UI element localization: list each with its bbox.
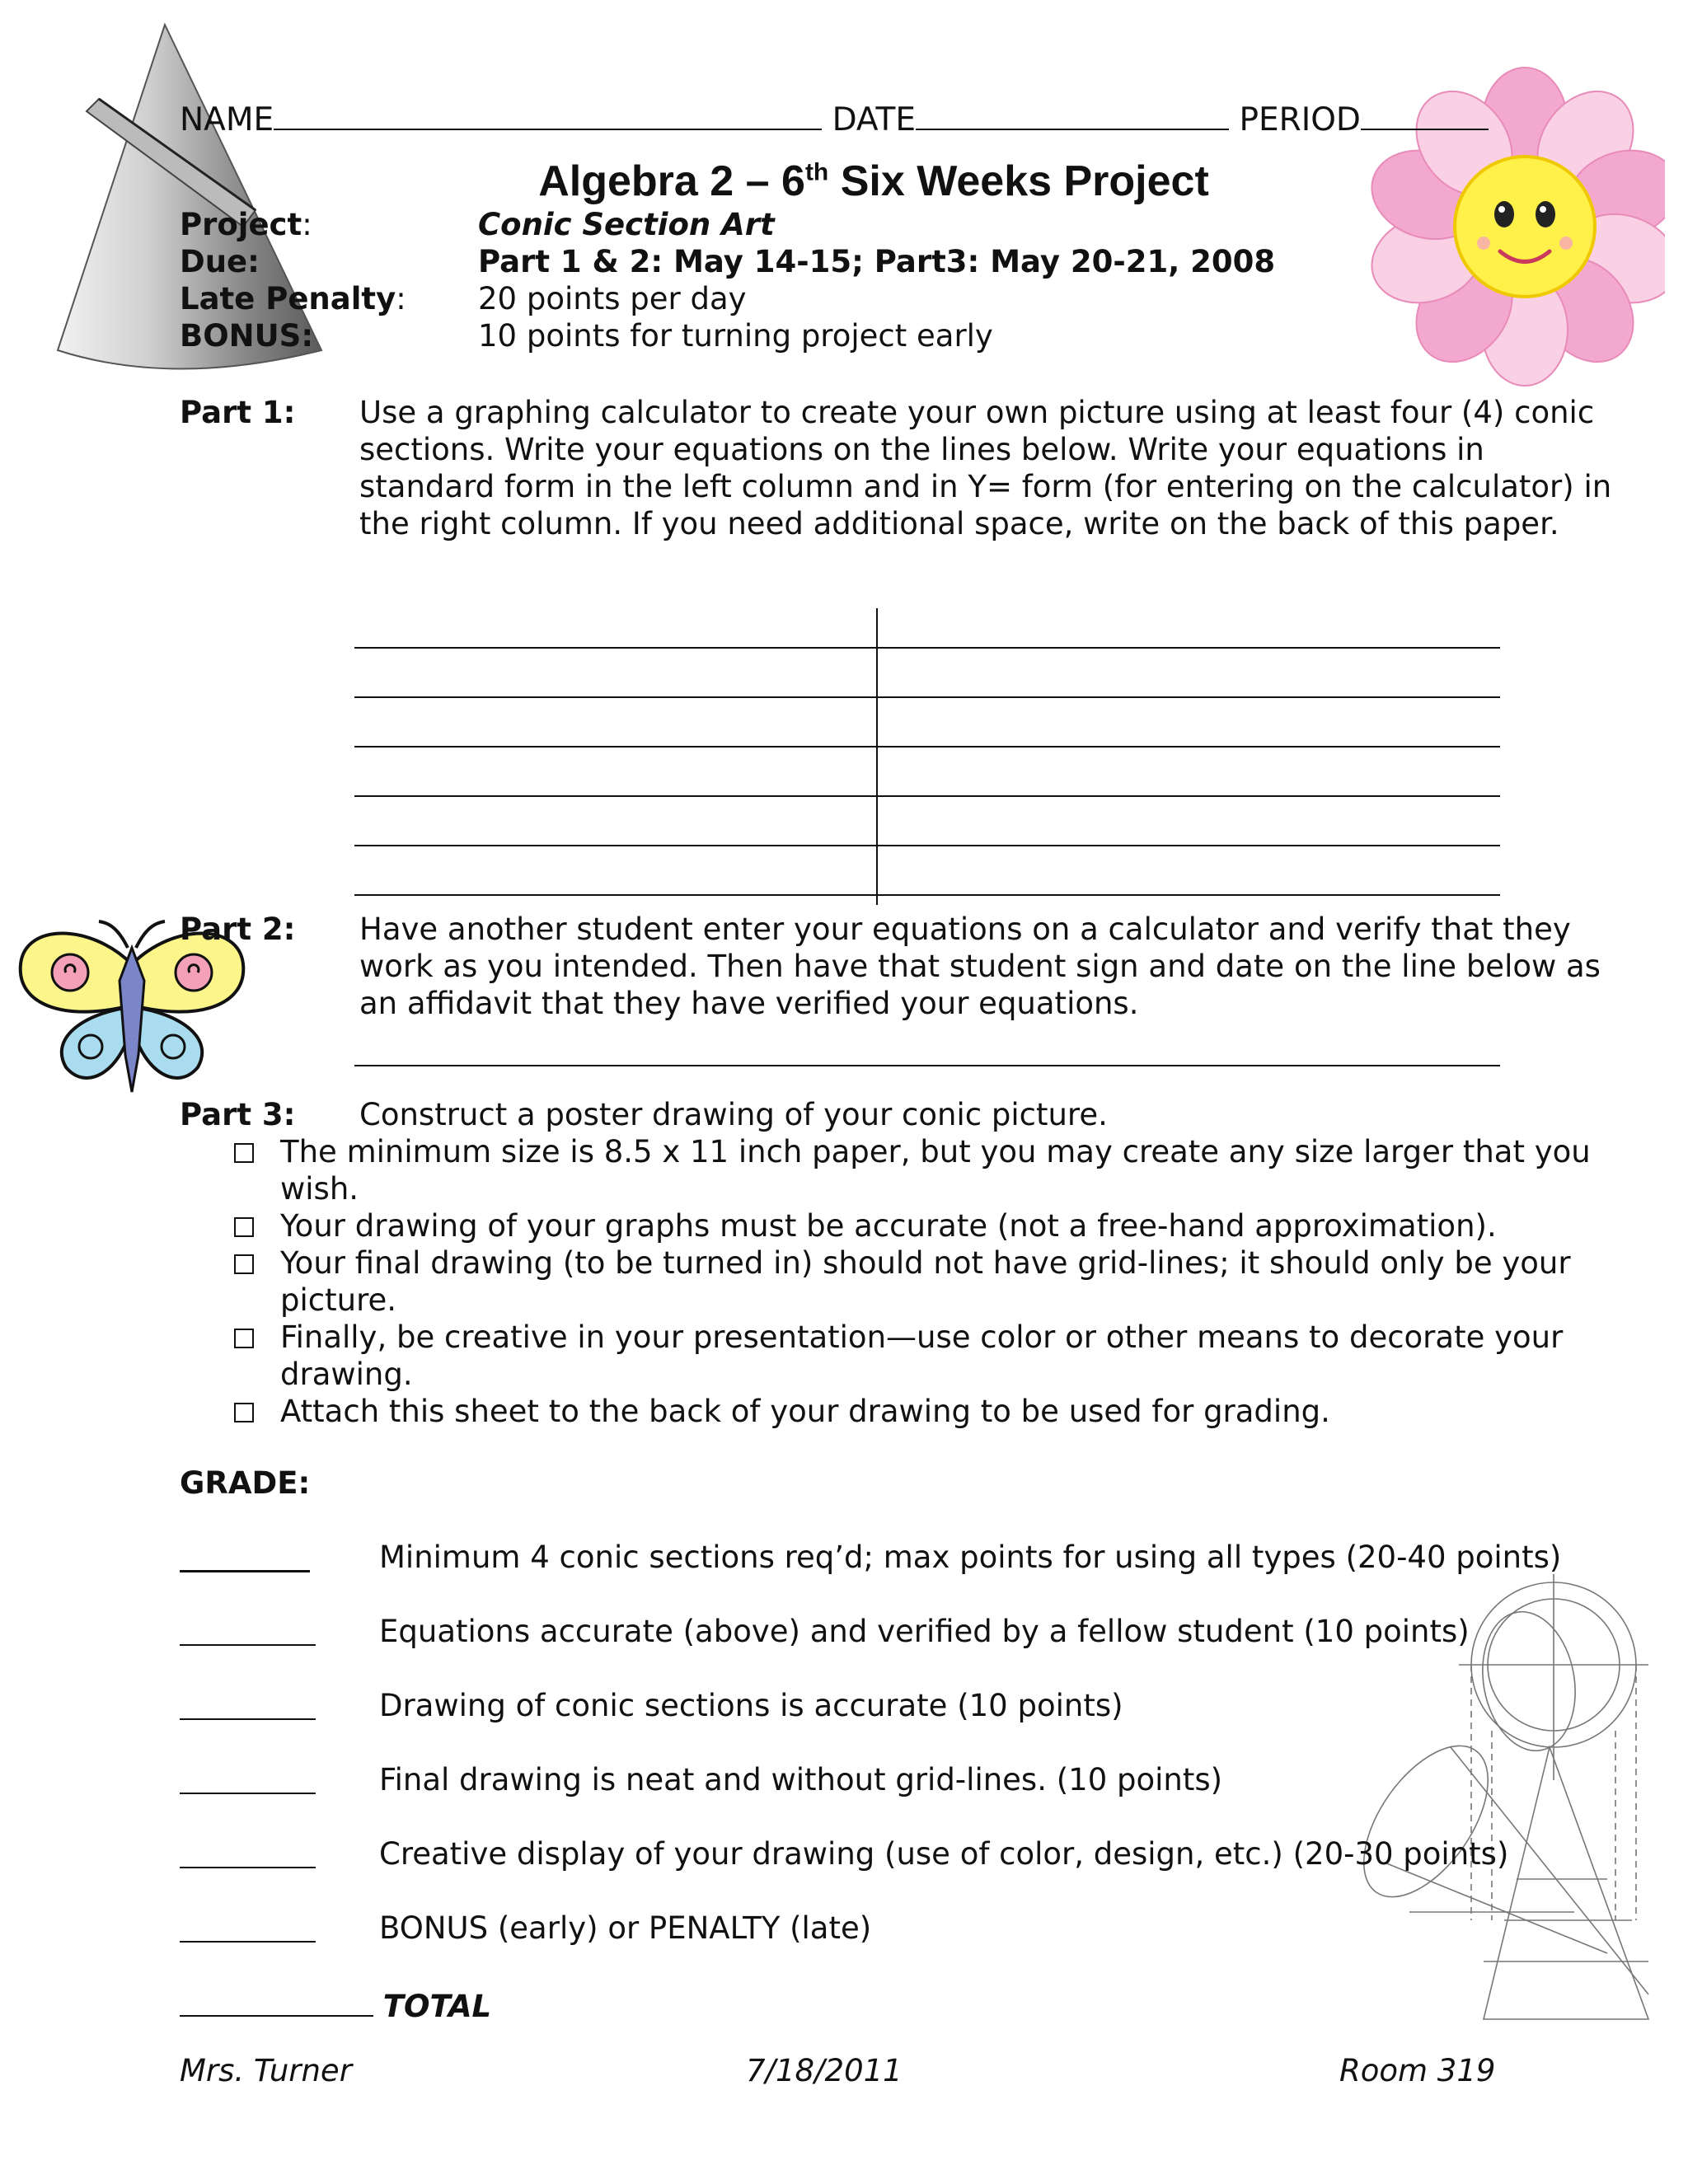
part1-instructions: Use a graphing calculator to create your own picture using at least four (4) conic sections. Write your equations on the lines below. Write your equations in standard form in the left column and in Y= form (for entering on the calculator) in the right column. If you need additional space, write on the back of this paper. [359, 395, 1612, 541]
grade-label: GRADE: [180, 1465, 311, 1501]
checkbox-icon[interactable] [234, 1254, 254, 1274]
equation-line[interactable] [354, 845, 1500, 846]
checklist-item: The minimum size is 8.5 x 11 inch paper, but you may create any size larger that you wish. [231, 1133, 1615, 1207]
checkbox-icon[interactable] [234, 1329, 254, 1348]
part3-label: Part 3: [180, 1097, 296, 1132]
checkbox-icon[interactable] [234, 1403, 254, 1422]
grade-row: BONUS (early) or PENALTY (late) [180, 1910, 316, 1951]
grade-row: Creative display of your drawing (use of color, design, etc.) (20-30 points) [180, 1835, 316, 1877]
grade-row: Equations accurate (above) and verified by a fellow student (10 points) [180, 1613, 316, 1654]
checkbox-icon[interactable] [234, 1143, 254, 1163]
project-info [180, 206, 1276, 354]
checklist-item: Attach this sheet to the back of your drawing to be used for grading. [231, 1393, 1615, 1430]
equation-line[interactable] [354, 647, 1500, 649]
name-label: NAME [180, 101, 274, 138]
checklist-item: Finally, be creative in your presentation—use color or other means to decorate your drawing. [231, 1319, 1615, 1393]
page-title: Algebra 2 – 6th Six Weeks Project [538, 157, 1209, 205]
total-blank[interactable] [180, 1984, 373, 2017]
date-label: DATE [832, 101, 917, 138]
footer-date: 7/18/2011 [746, 2053, 903, 2088]
checkbox-icon[interactable] [234, 1217, 254, 1237]
part2-instructions: Have another student enter your equations on a calculator and verify that they work as you intended. Then have that student sign and date on the line below as an affidavit that they have verified your equations. [359, 912, 1601, 1021]
footer-room: Room 319 [1339, 2053, 1496, 2088]
part3-checklist [231, 1133, 1615, 1430]
equation-line[interactable] [354, 746, 1500, 748]
part3-instructions: Construct a poster drawing of your conic picture. [359, 1097, 1108, 1132]
header-row [180, 99, 1489, 138]
equation-line[interactable] [354, 696, 1500, 698]
footer-teacher: Mrs. Turner [180, 2053, 352, 2088]
grade-row: Final drawing is neat and without grid-lines. (10 points) [180, 1761, 316, 1802]
part1-label: Part 1: [180, 395, 296, 430]
grade-blank[interactable] [180, 1910, 316, 1943]
grade-row: Drawing of conic sections is accurate (10 points) [180, 1687, 316, 1728]
checklist-item: Your final drawing (to be turned in) should not have grid-lines; it should only be your picture. [231, 1244, 1615, 1319]
grade-blank[interactable] [180, 1835, 316, 1868]
checklist-item: Your drawing of your graphs must be accurate (not a free-hand approximation). [231, 1207, 1615, 1244]
part2-label: Part 2: [180, 912, 296, 947]
period-field[interactable] [1361, 99, 1489, 130]
info-row-late-penalty: Late Penalty: 20 points per day [180, 281, 747, 316]
grade-blank[interactable] [180, 1613, 316, 1646]
grade-blank[interactable] [180, 1539, 310, 1572]
affidavit-signature-line[interactable] [354, 1065, 1500, 1066]
equation-line[interactable] [354, 795, 1500, 797]
grade-blank[interactable] [180, 1761, 316, 1794]
info-row-project: Project: Conic Section Art [180, 207, 775, 242]
info-row-bonus: BONUS: 10 points for turning project early [180, 318, 993, 354]
grade-row: Minimum 4 conic sections req’d; max points for using all types (20-40 points) [180, 1539, 310, 1581]
equation-line[interactable] [354, 894, 1500, 896]
total-label: TOTAL [382, 1989, 492, 2024]
period-label: PERIOD [1239, 101, 1361, 138]
date-field[interactable] [916, 99, 1229, 130]
grade-blank[interactable] [180, 1687, 316, 1720]
name-field[interactable] [274, 99, 822, 130]
info-row-due: Due: Part 1 & 2: May 14-15; Part3: May 20-21, 2008 [180, 244, 1276, 279]
equation-column-divider [876, 608, 878, 905]
grade-total-row [180, 1984, 491, 2025]
